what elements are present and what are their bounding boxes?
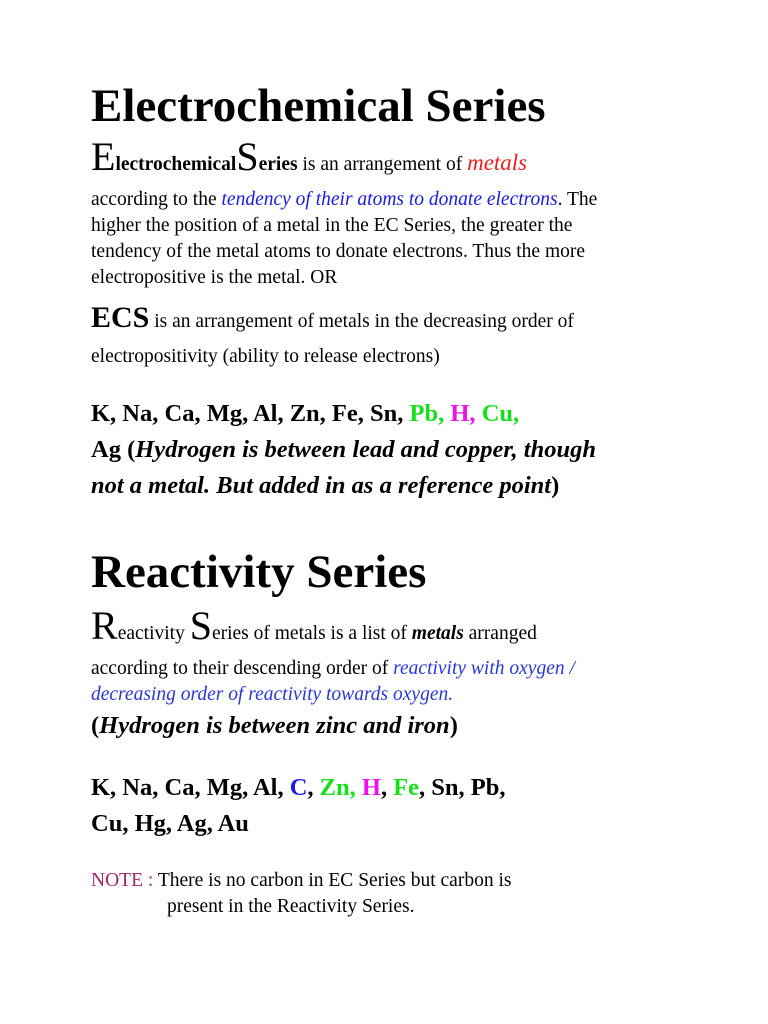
rs-paren-open: ( [91, 712, 100, 739]
rs-order-line2: Cu, Hg, Ag, Au [91, 810, 249, 837]
rs-order-h: H [361, 774, 381, 801]
ecs-line1 [91, 296, 731, 344]
rs-paren-close: ) [449, 712, 458, 739]
rs-def-line3: decreasing order of reactivity towards oxygen. [91, 684, 454, 705]
ec-line2-a: according to the [91, 189, 222, 210]
ecs-line2: electropositivity (ability to release electrons) [91, 346, 440, 367]
rs-order [91, 770, 731, 842]
ecs-definition [91, 296, 731, 370]
rs-paren-text: Hydrogen is between zinc and iron [99, 712, 450, 739]
note-colon: : [143, 870, 158, 891]
rs-def-line1 [91, 604, 731, 656]
ecs-label: ECS [91, 301, 150, 334]
ec-def-line4: tendency of the metal atoms to donate electrons. Thus the more [91, 241, 586, 262]
rs-metals-word: metals [411, 623, 464, 644]
rs-word-eactivity: eactivity [117, 623, 190, 644]
rs-def-line2 [91, 656, 731, 682]
ec-order-close: ) [551, 472, 560, 499]
ec-def-line2 [91, 187, 731, 213]
rs-arranged: arranged [463, 623, 537, 644]
rs-order-comma2: , [380, 774, 388, 801]
ec-tendency-phrase: tendency of their atoms to donate electrons [221, 189, 558, 210]
rs-initial-s: S [189, 603, 212, 648]
ec-line2-b: . The [557, 189, 598, 210]
rs-order-c: C [289, 774, 308, 801]
ec-initial-e: E [91, 134, 116, 179]
rs-line2-blue: reactivity with oxygen / [393, 658, 575, 679]
rs-hydrogen-note [91, 708, 711, 744]
ec-order-h: H, [450, 400, 476, 427]
rs-definition [91, 604, 731, 708]
note-label: NOTE [91, 870, 143, 891]
ec-def-mid: is an arrangement of [297, 154, 468, 175]
ec-order [91, 396, 731, 504]
ec-def-line5: electropositive is the metal. OR [91, 267, 338, 288]
ec-word-eries: eries [258, 154, 298, 175]
rs-order-line1 [91, 770, 731, 806]
rs-title: Reactivity Series [91, 546, 427, 598]
ec-definition [91, 135, 731, 291]
ec-order-note2: not a metal. But added in as a reference point [91, 472, 552, 499]
ec-order-ag: Ag ( [91, 436, 136, 463]
note-line2: present in the Reactivity Series. [167, 896, 415, 917]
ec-order-line1 [91, 396, 731, 432]
rs-order-comma1: , [307, 774, 314, 801]
ec-def-line1 [91, 135, 731, 187]
note-text1: There is no carbon in EC Series but carbon is [157, 870, 512, 891]
ec-order-note: Hydrogen is between lead and copper, though [135, 436, 596, 463]
rs-order-k: K, Na, Ca, Mg, Al, [91, 774, 284, 801]
rs-line2-a: according to their descending order of [91, 658, 394, 679]
ec-order-pb: Pb, [409, 400, 445, 427]
ec-order-line3 [91, 468, 731, 504]
ec-def-line3: higher the position of a metal in the EC Series, the greater the [91, 215, 573, 236]
ec-word-lectrochemical: lectrochemical [115, 154, 237, 175]
ec-metals-word: metals [467, 150, 528, 175]
rs-order-zn: Zn, [319, 774, 356, 801]
rs-word-eries: eries of metals is a list of [211, 623, 412, 644]
ecs-rest: is an arrangement of metals in the decreasing order of [149, 311, 574, 332]
ec-order-line2 [91, 432, 731, 468]
ec-initial-s: S [236, 134, 259, 179]
note [91, 868, 711, 920]
ec-order-black: K, Na, Ca, Mg, Al, Zn, Fe, Sn, [91, 400, 404, 427]
ec-order-cu: Cu, [481, 400, 520, 427]
rs-initial-r: R [91, 603, 118, 648]
ec-title: Electrochemical Series [91, 80, 546, 132]
rs-order-fe: Fe [393, 774, 420, 801]
note-line1 [91, 868, 711, 894]
rs-order-rest: , Sn, Pb, [419, 774, 506, 801]
